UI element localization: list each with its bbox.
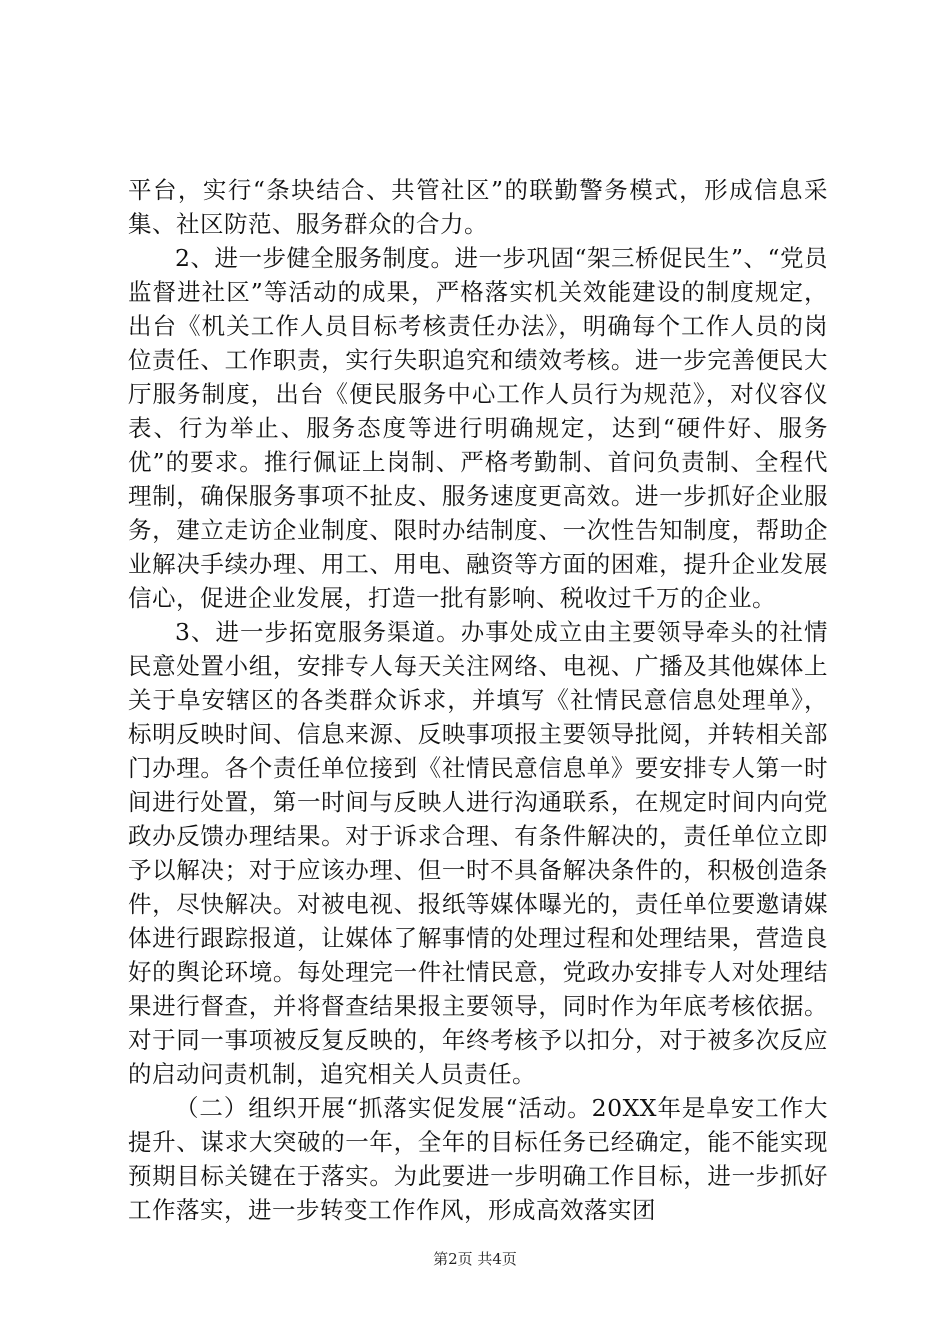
paragraph-2: 2、进一步健全服务制度。进一步巩固“架三桥促民生”、“党员监督进社区”等活动的成果，严格落实机关效能建设的制度规定，出台《机关工作人员目标考核责任办法》，明确每个工作人员的岗位责任、工作职责，实行失职追究和绩效考核。进一步完善便民大厅服务制度，出台《便民服务中心工作人员行为规范》，对仪容仪表、行为举止、服务态度等进行明确规定，达到“硬件好、服务优”的要求。推行佩证上岗制、严格考勤制、首问负责制、全程代理制，确保服务事项不扯皮、服务速度更高效。进一步抓好企业服务，建立走访企业制度、限时办结制度、一次性告知制度，帮助企业解决手续办理、用工、用电、融资等方面的困难，提升企业发展信心，促进企业发展，打造一批有影响、税收过千万的企业。 [128,244,828,612]
page-footer: 第2页 共4页 [433,1250,517,1268]
paragraph-3: 3、进一步拓宽服务渠道。办事处成立由主要领导牵头的社情民意处置小组，安排专人每天关注网络、电视、广播及其他媒体上关于阜安辖区的各类群众诉求，并填写《社情民意信息处理单》，标明反映时间、信息来源、反映事项报主要领导批阅，并转相关部门办理。各个责任单位接到《社情民意信息单》要安排专人第一时间进行处置，第一时间与反映人进行沟通联系，在规定时间内向党政办反馈办理结果。对于诉求合理、有条件解决的，责任单位立即予以解决；对于应该办理、但一时不具备解决条件的，积极创造条件，尽快解决。对被电视、报纸等媒体曝光的，责任单位要邀请媒体进行跟踪报道，让媒体了解事情的处理过程和处理结果，营造良好的舆论环境。每处理完一件社情民意，党政办安排专人对处理结果进行督查，并将督查结果报主要领导，同时作为年底考核依据。对于同一事项被反复反映的，年终考核予以扣分，对于被多次反应的启动问责机制，追究相关人员责任。 [128,618,828,1088]
paragraph-1: 平台，实行“条块结合、共管社区”的联勤警务模式，形成信息采集、社区防范、服务群众的合力。 [128,176,828,238]
document-body [128,173,828,1227]
paragraph-4: （二）组织开展“抓落实促发展“活动。20XX年是阜安工作大提升、谋求大突破的一年，全年的目标任务已经确定，能不能实现预期目标关键在于落实。为此要进一步明确工作目标，进一步抓好工作落实，进一步转变工作作风，形成高效落实团 [128,1094,828,1224]
